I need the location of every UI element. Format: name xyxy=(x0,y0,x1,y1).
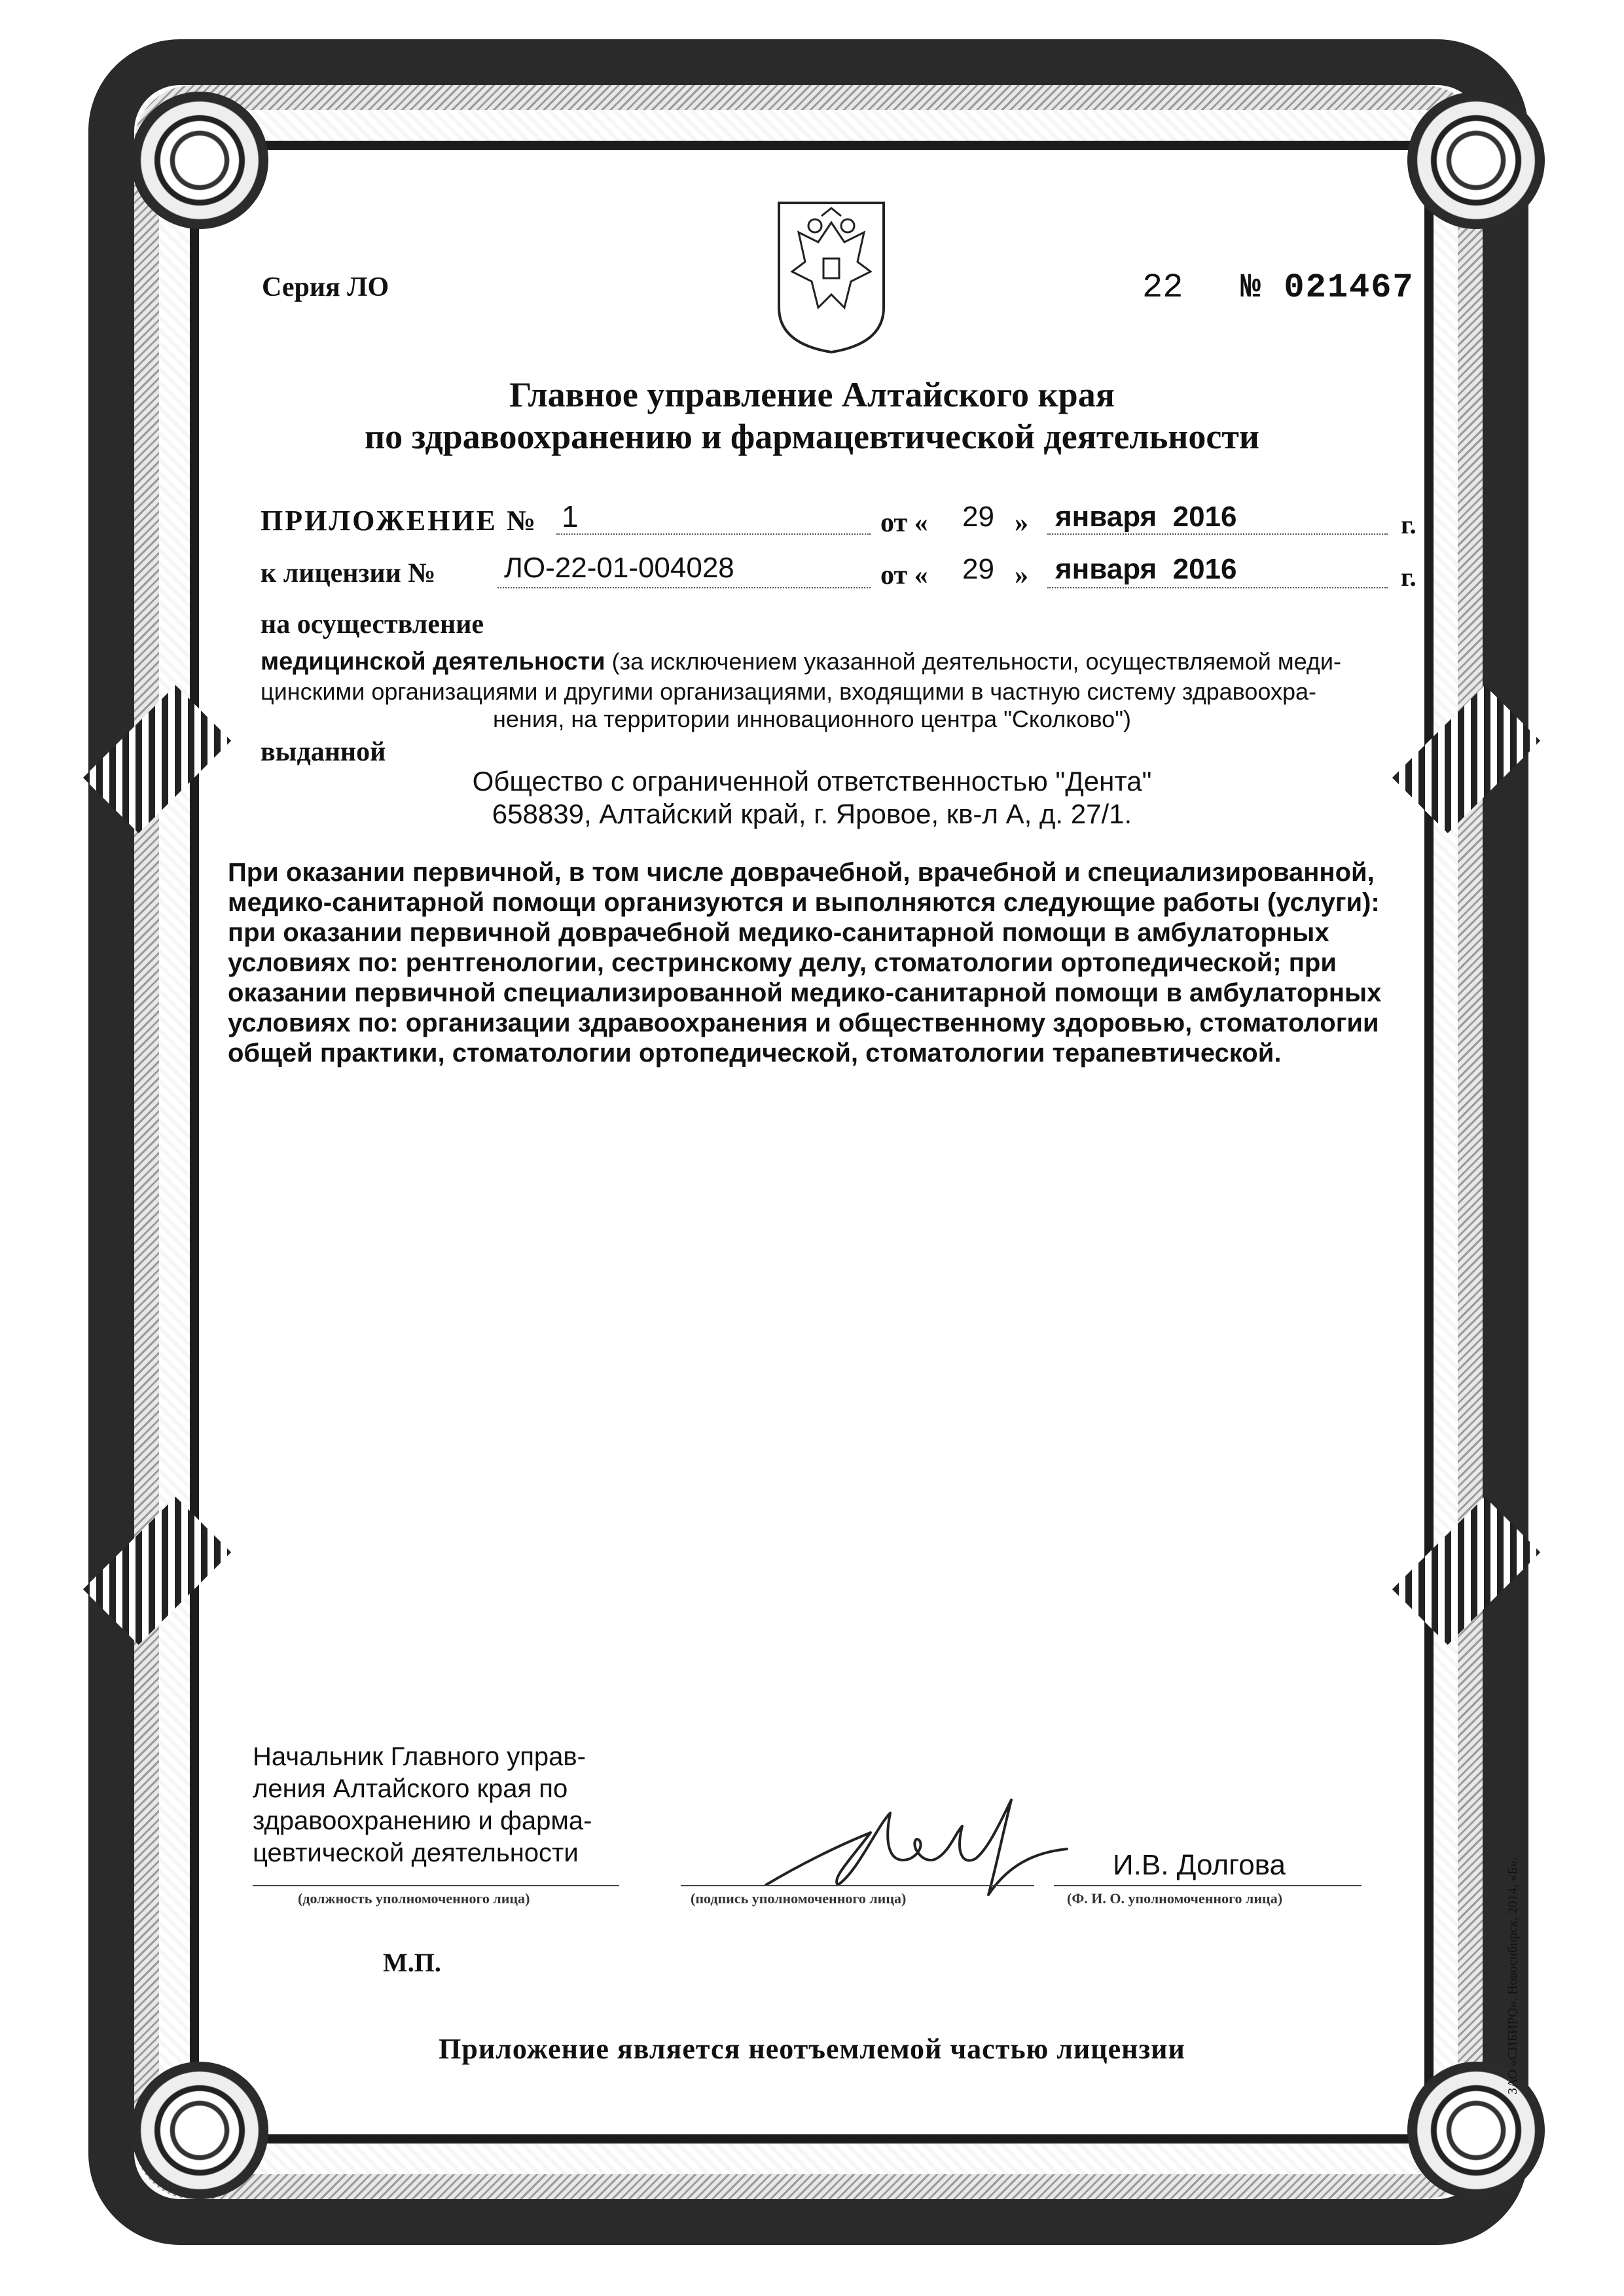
appendix-day: 29 xyxy=(962,501,994,533)
activity-clarification: (за исключением указанной деятельности, осуществляемой меди- xyxy=(611,648,1341,675)
appendix-date-underline xyxy=(1047,533,1388,535)
organization-address: 658839, Алтайский край, г. Яровое, кв-л А, д. 27/1. xyxy=(492,798,1132,829)
activity-type: медицинской деятельности xyxy=(261,648,605,675)
services-line: оказании первичной специализированной медико-санитарной помощи в амбулаторных xyxy=(228,978,1382,1007)
position-underline xyxy=(253,1885,619,1886)
authority-title-line1: Главное управление Алтайского края xyxy=(509,375,1115,414)
license-date-underline xyxy=(1047,587,1388,588)
corner-rosette-icon xyxy=(1407,92,1545,229)
activity-line1 xyxy=(261,648,1341,676)
corner-rosette-icon xyxy=(131,2062,268,2199)
activity-line3: нения, на территории инновационного центра "Сколково") xyxy=(493,706,1131,732)
appendix-label: ПРИЛОЖЕНИЕ № xyxy=(261,505,538,537)
position-line: Начальник Главного управ- xyxy=(253,1742,586,1771)
services-line: общей практики, стоматологии ортопедической, стоматологии терапевтической. xyxy=(228,1039,1282,1067)
region-code: 22 xyxy=(1142,268,1183,307)
signatory-name: И.В. Долгова xyxy=(1113,1849,1286,1881)
name-underline xyxy=(1054,1885,1362,1886)
issued-label: выданной xyxy=(261,737,386,767)
appendix-date: января 2016 xyxy=(1055,501,1237,533)
license-from-label: от « xyxy=(880,560,928,590)
license-number-underline xyxy=(497,587,871,588)
license-label: к лицензии № xyxy=(261,558,436,588)
appendix-number: 1 xyxy=(562,499,579,533)
name-caption: (Ф. И. О. уполномоченного лица) xyxy=(1067,1890,1283,1907)
services-line: медико-санитарной помощи организуются и выполняются следующие работы (услуги): xyxy=(228,888,1380,917)
license-year-suffix: г. xyxy=(1401,562,1416,592)
activity-line2: цинскими организациями и другими организациями, входящими в частную систему здравоохра- xyxy=(261,678,1317,705)
position-line: цевтической деятельности xyxy=(253,1839,579,1867)
signatory-position xyxy=(253,1741,592,1869)
stamp-place-label: М.П. xyxy=(383,1948,441,1977)
appendix-year-suffix: г. xyxy=(1401,510,1416,539)
printer-imprint: ЗАО «СИБИРО». Новосибирск, 2014, «Б». xyxy=(1506,1857,1520,2094)
position-caption: (должность уполномоченного лица) xyxy=(298,1890,530,1907)
license-day: 29 xyxy=(962,553,994,585)
license-close-quote: » xyxy=(1015,560,1028,590)
services-line: условиях по: рентгенологии, сестринскому делу, стоматологии ортопедической; при xyxy=(228,948,1337,977)
authority-title-line2: по здравоохранению и фармацевтической деятельности xyxy=(364,417,1259,456)
signature-caption: (подпись уполномоченного лица) xyxy=(691,1890,907,1907)
signature-underline xyxy=(681,1885,1034,1886)
corner-rosette-icon xyxy=(1407,2062,1545,2199)
organization-name: Общество с ограниченной ответственностью "Дента" xyxy=(472,766,1152,797)
form-number: № 021467 xyxy=(1240,268,1415,307)
services-line: при оказании первичной доврачебной медико-санитарной помощи в амбулаторных xyxy=(228,918,1329,947)
handwritten-signature xyxy=(759,1787,1074,1905)
license-number: ЛО-22-01-004028 xyxy=(504,552,734,584)
appendix-from-label: от « xyxy=(880,508,928,538)
appendix-close-quote: » xyxy=(1015,508,1028,538)
coat-of-arms-icon xyxy=(772,196,890,353)
activity-label: на осуществление xyxy=(261,609,484,639)
corner-rosette-icon xyxy=(131,92,268,229)
license-date: января 2016 xyxy=(1055,553,1237,585)
services-description xyxy=(228,857,1452,1068)
position-line: здравоохранению и фарма- xyxy=(253,1806,592,1835)
services-line: При оказании первичной, в том числе доврачебной, врачебной и специализированной, xyxy=(228,858,1375,887)
series-label: Серия ЛО xyxy=(262,272,389,302)
appendix-number-underline xyxy=(556,533,871,535)
position-line: ления Алтайского края по xyxy=(253,1774,568,1803)
footer-note: Приложение является неотъемлемой частью лицензии xyxy=(439,2033,1185,2065)
services-line: условиях по: организации здравоохранения и общественному здоровью, стоматологии xyxy=(228,1009,1379,1037)
